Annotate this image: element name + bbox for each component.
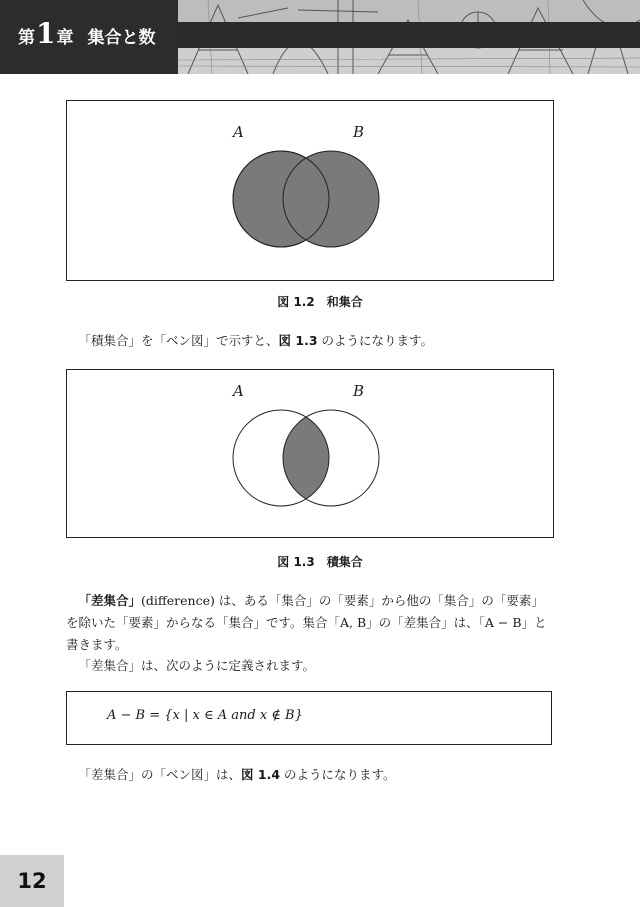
figure-1-2-venn-union — [66, 100, 554, 281]
text-run: 「差集合」の「ベン図」は、 — [78, 767, 242, 782]
figure-1-3-venn-intersection — [66, 369, 554, 538]
chapter-suffix: 章 — [56, 28, 74, 48]
paragraph-difference-definition — [66, 590, 554, 656]
text-run: (difference) は、ある「集合」の「要素」から他の「集合」の「要素」を除いた「要素」からなる「集合」です。集合「A, B」の「差集合」は、「A − B」と書きます。 — [66, 593, 547, 652]
chapter-name: 集合と数 — [87, 28, 156, 48]
chapter-prefix: 第 — [18, 28, 35, 48]
term-difference: 「差集合」 — [78, 593, 142, 608]
paragraph-difference-venn — [66, 764, 554, 786]
chapter-number: 1 — [36, 17, 56, 50]
text-run: のようになります。 — [280, 767, 396, 782]
set-a-label: A — [233, 382, 244, 400]
page-number: 12 — [0, 855, 64, 907]
set-b-label: B — [353, 382, 365, 400]
chapter-title — [18, 17, 156, 50]
set-b-label: B — [353, 123, 365, 141]
figure-ref-1-3: 図 1.3 — [278, 333, 318, 348]
difference-formula: A − B = {x | x ∈ A and x ∉ B} — [107, 708, 303, 723]
figure-ref-1-4: 図 1.4 — [241, 767, 281, 782]
figure-1-3-caption: 図 1.3 積集合 — [277, 555, 363, 569]
text-run: のようになります。 — [317, 333, 433, 348]
text-run: 「積集合」を「ベン図」で示すと、 — [78, 333, 279, 348]
paragraph-difference-formal: 「差集合」は、次のように定義されます。 — [78, 658, 316, 673]
set-a-label: A — [233, 123, 244, 141]
figure-1-2-caption: 図 1.2 和集合 — [277, 295, 363, 309]
chapter-header — [0, 0, 640, 74]
formula-box — [66, 691, 552, 745]
paragraph-intersection-intro — [66, 330, 554, 352]
